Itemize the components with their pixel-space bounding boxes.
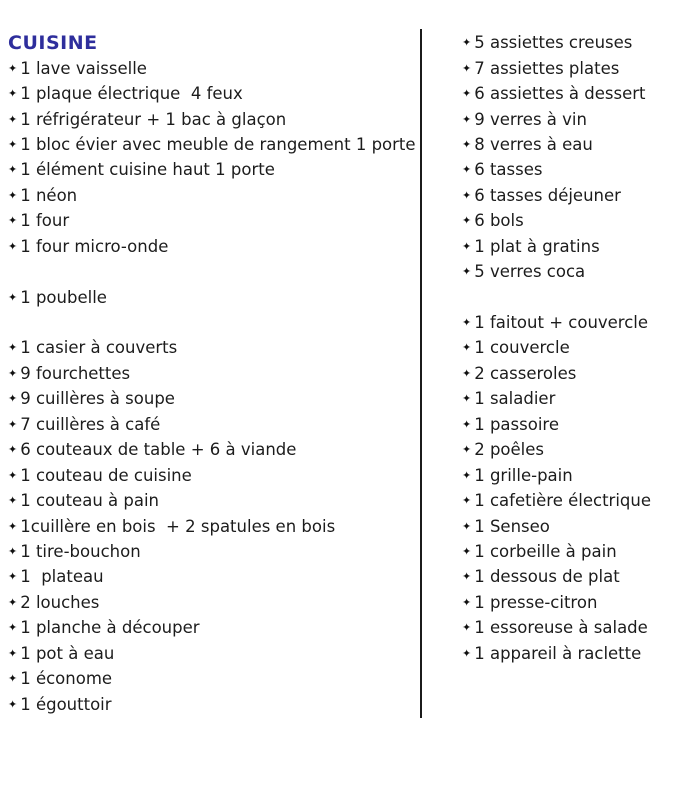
- column-divider-line: [420, 29, 422, 718]
- diamond-bullet-icon: ✦: [462, 87, 472, 101]
- diamond-bullet-icon: ✦: [8, 137, 18, 151]
- diamond-bullet-icon: ✦: [462, 137, 472, 151]
- item-text: 1 planche à découper: [20, 618, 200, 638]
- item-text: 1 presse-citron: [474, 592, 598, 612]
- list-item: [8, 183, 416, 208]
- list-spacer: [8, 259, 416, 284]
- item-text: 1 lave vaisselle: [20, 58, 147, 78]
- diamond-bullet-icon: ✦: [462, 188, 472, 202]
- diamond-bullet-icon: ✦: [462, 163, 472, 177]
- list-item: [462, 539, 684, 564]
- item-text: 1 four: [20, 211, 70, 231]
- item-text: 1 appareil à raclette: [474, 643, 642, 663]
- list-item: [8, 284, 416, 309]
- list-item: [462, 615, 684, 640]
- item-text: 7 assiettes plates: [474, 58, 620, 78]
- list-item: [462, 335, 684, 360]
- list-item: [462, 361, 684, 386]
- item-text: 6 bols: [474, 211, 524, 231]
- item-text: 1 couvercle: [474, 338, 570, 358]
- diamond-bullet-icon: ✦: [8, 621, 18, 635]
- list-item: [8, 81, 416, 106]
- item-text: 1 plaque électrique 4 feux: [20, 84, 243, 104]
- item-text: 1 grille-pain: [474, 465, 573, 485]
- item-text: 2 casseroles: [474, 363, 577, 383]
- list-item: [8, 590, 416, 615]
- diamond-bullet-icon: ✦: [8, 672, 18, 686]
- list-item: [462, 132, 684, 157]
- list-item: [462, 590, 684, 615]
- left-column: [8, 30, 416, 717]
- item-text: 1 saladier: [474, 389, 556, 409]
- list-item: [462, 641, 684, 666]
- list-item: [8, 641, 416, 666]
- item-text: 1 couteau de cuisine: [20, 465, 192, 485]
- list-item: [8, 666, 416, 691]
- diamond-bullet-icon: ✦: [462, 494, 472, 508]
- list-item: [462, 234, 684, 259]
- list-item: [8, 437, 416, 462]
- diamond-bullet-icon: ✦: [462, 417, 472, 431]
- diamond-bullet-icon: ✦: [8, 392, 18, 406]
- diamond-bullet-icon: ✦: [462, 621, 472, 635]
- item-text: 1 dessous de plat: [474, 567, 620, 587]
- item-text: 9 cuillères à soupe: [20, 389, 175, 409]
- diamond-bullet-icon: ✦: [462, 646, 472, 660]
- list-item: [8, 615, 416, 640]
- list-item: [462, 259, 684, 284]
- item-text: 1 couteau à pain: [20, 491, 160, 511]
- list-item: [462, 437, 684, 462]
- item-text: 1cuillère en bois + 2 spatules en bois: [20, 516, 336, 536]
- item-text: 1 tire-bouchon: [20, 541, 141, 561]
- item-text: 1 plat à gratins: [474, 236, 600, 256]
- diamond-bullet-icon: ✦: [462, 36, 472, 50]
- diamond-bullet-icon: ✦: [8, 87, 18, 101]
- item-text: 1 passoire: [474, 414, 559, 434]
- list-item: [462, 462, 684, 487]
- list-item: [8, 386, 416, 411]
- item-text: 1 élément cuisine haut 1 porte: [20, 160, 275, 180]
- list-item: [462, 157, 684, 182]
- diamond-bullet-icon: ✦: [8, 290, 18, 304]
- diamond-bullet-icon: ✦: [462, 392, 472, 406]
- right-item-list: [462, 30, 684, 666]
- list-item: [8, 208, 416, 233]
- item-text: 1 économe: [20, 669, 113, 689]
- item-text: 6 couteaux de table + 6 à viande: [20, 440, 297, 460]
- item-text: 1 casier à couverts: [20, 338, 178, 358]
- diamond-bullet-icon: ✦: [462, 265, 472, 279]
- item-text: 6 assiettes à dessert: [474, 84, 646, 104]
- diamond-bullet-icon: ✦: [8, 163, 18, 177]
- diamond-bullet-icon: ✦: [462, 468, 472, 482]
- diamond-bullet-icon: ✦: [8, 646, 18, 660]
- list-item: [8, 132, 416, 157]
- list-item: [8, 564, 416, 589]
- diamond-bullet-icon: ✦: [8, 214, 18, 228]
- list-item: [462, 208, 684, 233]
- item-text: 9 fourchettes: [20, 363, 131, 383]
- title-row: [8, 30, 416, 55]
- item-text: 9 verres à vin: [474, 109, 587, 129]
- list-item: [462, 55, 684, 80]
- item-text: 1 corbeille à pain: [474, 541, 617, 561]
- list-item: [8, 106, 416, 131]
- diamond-bullet-icon: ✦: [462, 61, 472, 75]
- diamond-bullet-icon: ✦: [8, 112, 18, 126]
- list-item: [8, 335, 416, 360]
- list-item: [8, 55, 416, 80]
- diamond-bullet-icon: ✦: [8, 341, 18, 355]
- item-text: 5 verres coca: [474, 262, 586, 282]
- item-text: 1 faitout + couvercle: [474, 313, 649, 333]
- list-item: [8, 513, 416, 538]
- diamond-bullet-icon: ✦: [8, 697, 18, 711]
- item-text: 7 cuillères à café: [20, 414, 161, 434]
- item-text: 6 tasses déjeuner: [474, 185, 621, 205]
- item-text: 1 cafetière électrique: [474, 491, 652, 511]
- list-spacer: [462, 284, 684, 309]
- item-text: 1 égouttoir: [20, 694, 112, 714]
- item-text: 1 réfrigérateur + 1 bac à glaçon: [20, 109, 287, 129]
- item-text: 1 néon: [20, 185, 78, 205]
- item-text: 1 essoreuse à salade: [474, 618, 648, 638]
- list-item: [462, 106, 684, 131]
- list-item: [8, 361, 416, 386]
- diamond-bullet-icon: ✦: [8, 544, 18, 558]
- diamond-bullet-icon: ✦: [8, 61, 18, 75]
- diamond-bullet-icon: ✦: [8, 239, 18, 253]
- item-text: 2 poêles: [474, 440, 545, 460]
- item-text: 1 plateau: [20, 567, 104, 587]
- list-item: [8, 691, 416, 716]
- list-item: [462, 30, 684, 55]
- list-item: [8, 488, 416, 513]
- diamond-bullet-icon: ✦: [8, 595, 18, 609]
- diamond-bullet-icon: ✦: [462, 239, 472, 253]
- page-title: CUISINE: [8, 31, 98, 54]
- list-item: [8, 462, 416, 487]
- item-text: 2 louches: [20, 592, 100, 612]
- list-item: [462, 310, 684, 335]
- diamond-bullet-icon: ✦: [462, 214, 472, 228]
- diamond-bullet-icon: ✦: [462, 519, 472, 533]
- diamond-bullet-icon: ✦: [8, 443, 18, 457]
- diamond-bullet-icon: ✦: [8, 417, 18, 431]
- diamond-bullet-icon: ✦: [462, 341, 472, 355]
- item-text: 1 poubelle: [20, 287, 107, 307]
- diamond-bullet-icon: ✦: [462, 366, 472, 380]
- item-text: 8 verres à eau: [474, 134, 593, 154]
- diamond-bullet-icon: ✦: [8, 519, 18, 533]
- diamond-bullet-icon: ✦: [8, 570, 18, 584]
- list-item: [462, 183, 684, 208]
- item-text: 5 assiettes creuses: [474, 33, 633, 53]
- diamond-bullet-icon: ✦: [8, 366, 18, 380]
- diamond-bullet-icon: ✦: [462, 595, 472, 609]
- list-item: [462, 412, 684, 437]
- list-item: [462, 81, 684, 106]
- left-item-list: [8, 55, 416, 716]
- diamond-bullet-icon: ✦: [462, 112, 472, 126]
- item-text: 1 bloc évier avec meuble de rangement 1 porte: [20, 134, 416, 154]
- item-text: 6 tasses: [474, 160, 543, 180]
- list-spacer: [8, 310, 416, 335]
- diamond-bullet-icon: ✦: [462, 443, 472, 457]
- diamond-bullet-icon: ✦: [462, 316, 472, 330]
- diamond-bullet-icon: ✦: [8, 188, 18, 202]
- diamond-bullet-icon: ✦: [8, 494, 18, 508]
- list-item: [462, 488, 684, 513]
- item-text: 1 pot à eau: [20, 643, 115, 663]
- list-item: [8, 234, 416, 259]
- diamond-bullet-icon: ✦: [462, 544, 472, 558]
- list-item: [462, 564, 684, 589]
- list-item: [8, 539, 416, 564]
- item-text: 1 Senseo: [474, 516, 550, 536]
- list-item: [462, 513, 684, 538]
- diamond-bullet-icon: ✦: [462, 570, 472, 584]
- list-item: [462, 386, 684, 411]
- right-column: [462, 30, 684, 666]
- list-item: [8, 157, 416, 182]
- diamond-bullet-icon: ✦: [8, 468, 18, 482]
- list-item: [8, 412, 416, 437]
- item-text: 1 four micro-onde: [20, 236, 169, 256]
